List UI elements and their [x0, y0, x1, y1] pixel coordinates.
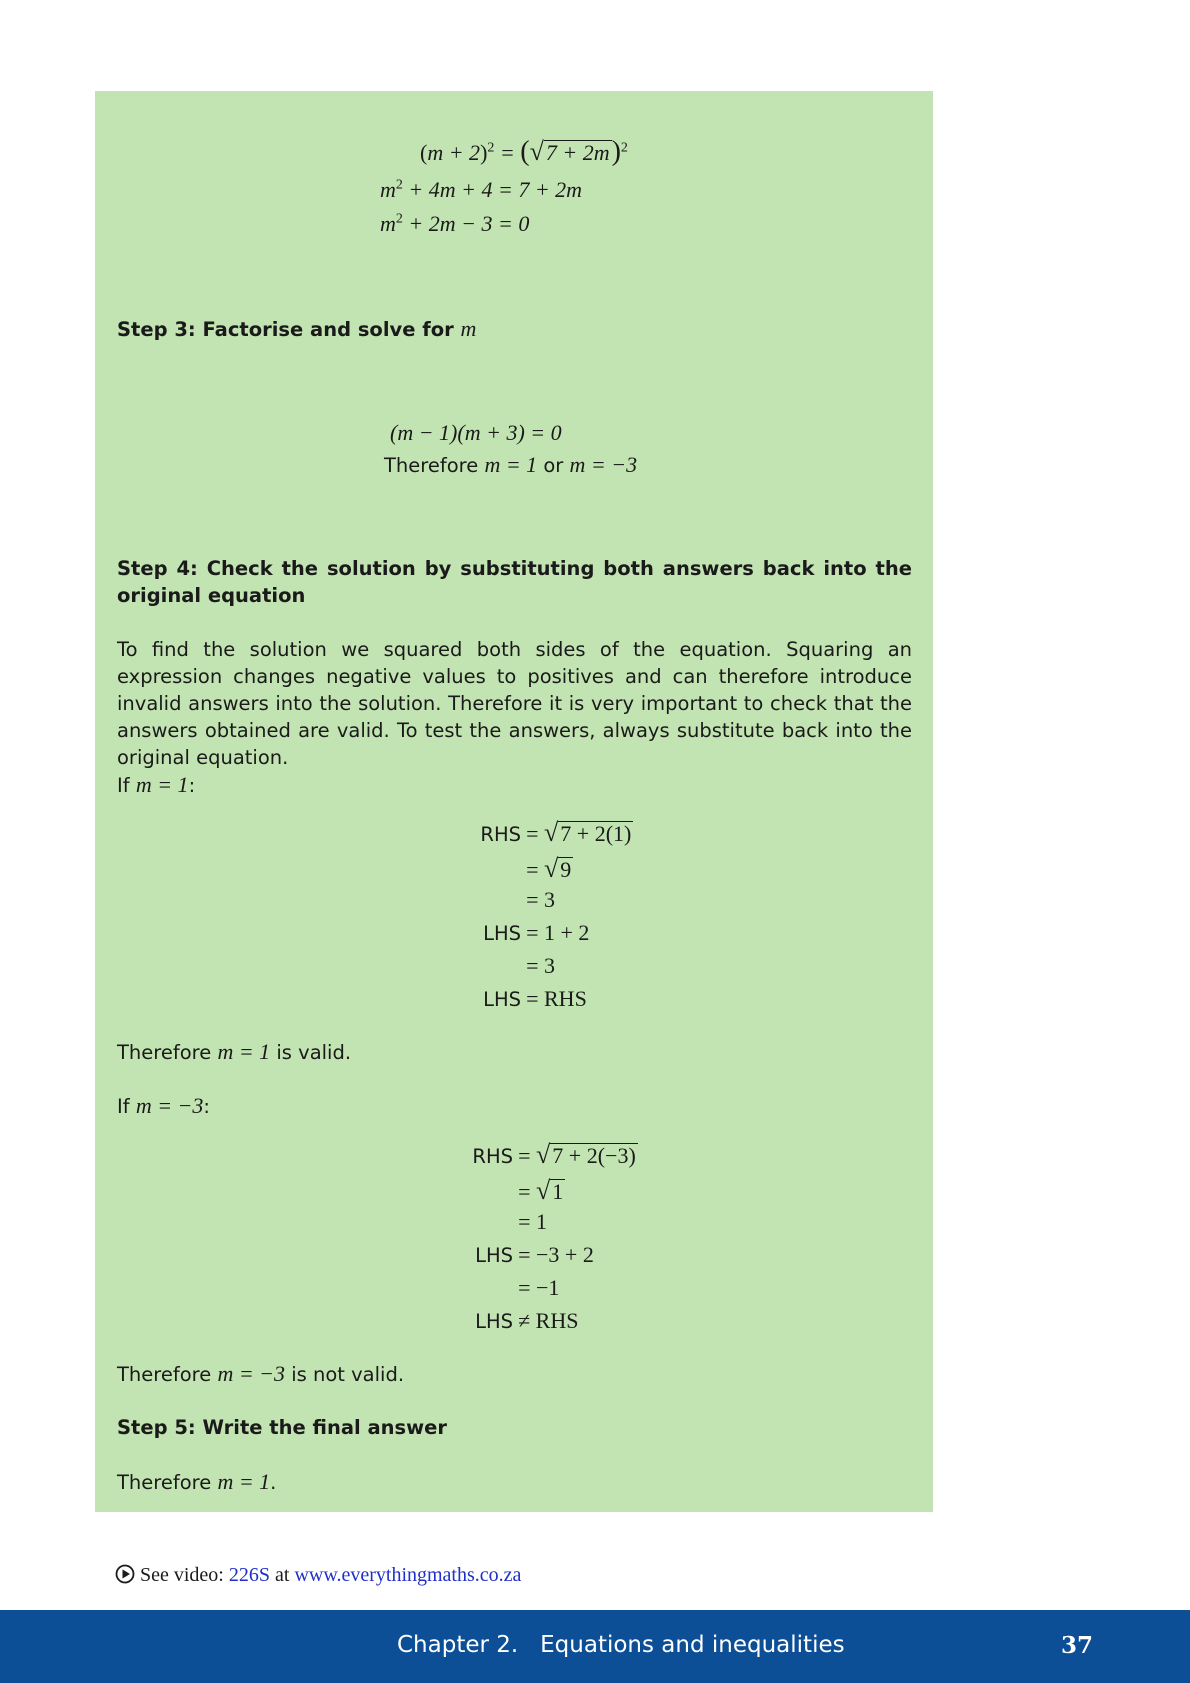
check2-conclusion: Therefore m = −3 is not valid.	[117, 1361, 405, 1386]
website-link[interactable]: www.everythingmaths.co.za	[294, 1564, 522, 1586]
factor-line: (m − 1)(m + 3) = 0	[390, 420, 562, 445]
page-number: 37	[1060, 1632, 1093, 1659]
equation-line-2: $m^2 + 4m + 4 = 7 + 2m$	[380, 177, 583, 202]
video-reference	[115, 1564, 521, 1587]
step4-paragraph: To find the solution we squared both sides of the equation. Squaring an expression changes negative values to positives and can therefore introduce invalid answers into the solution. Therefore it is very important to check that the answers obtained are valid. To test the answers, always substitute back into the original equation.	[117, 638, 912, 769]
factor-solution: Therefore m = 1 or m = −3	[384, 452, 638, 477]
worked-example-box: $(m + 2)^2 = (√7 + 2m)^2$ $m^2 + 4m + 4 = 7 + 2m$ $m^2 + 2m - 3 = 0$ Step 3: Factorise and solve for m (m − 1)(m + 3) = 0 Therefore m = 1 or m = −3 Step 4: Check the solution by substituting both answers back into the original equation To find the solution we squared both sides of the equation. Squaring an expression changes negative values to positives and can therefore introduce invalid answers into the solution. Therefore it is very important to check that the answers obtained are valid. To test the answers, always substitute back into the original equation. If m = 1: RHS = √7 + 2(1) = √9 = 3 LHS = 1 + 2 = 3 LHS = RHS Therefore m = 1 is valid. If m = −3: RHS = √7 + 2(−3) = √1 = 1 LHS = −3 + 2 = −1 LHS ≠ RHS Therefore m = −3 is not valid. Step 5: Write the final answer Therefore m = 1.	[95, 91, 933, 1512]
video-label: See video:	[140, 1564, 224, 1586]
final-answer: Therefore m = 1.	[117, 1469, 277, 1494]
page-footer	[0, 1610, 1190, 1683]
check1-if: If m = 1:	[117, 772, 196, 797]
check2-if: If m = −3:	[117, 1093, 210, 1118]
step4-heading: Step 4: Check the solution by substituting both answers back into the original equation	[117, 557, 912, 607]
chapter-title: Chapter 2. Equations and inequalities	[397, 1632, 845, 1658]
video-code-link[interactable]: 226S	[228, 1564, 270, 1586]
equation-line-1: $(m + 2)^2 = (√7 + 2m)^2$	[420, 136, 628, 167]
check1-conclusion: Therefore m = 1 is valid.	[117, 1039, 352, 1064]
step5-heading: Step 5: Write the final answer	[117, 1416, 447, 1439]
video-at: at	[275, 1564, 290, 1586]
equation-line-3: $m^2 + 2m - 3 = 0$	[380, 211, 530, 236]
play-icon[interactable]	[115, 1564, 135, 1584]
step3-heading: Step 3: Factorise and solve for m	[117, 316, 477, 341]
